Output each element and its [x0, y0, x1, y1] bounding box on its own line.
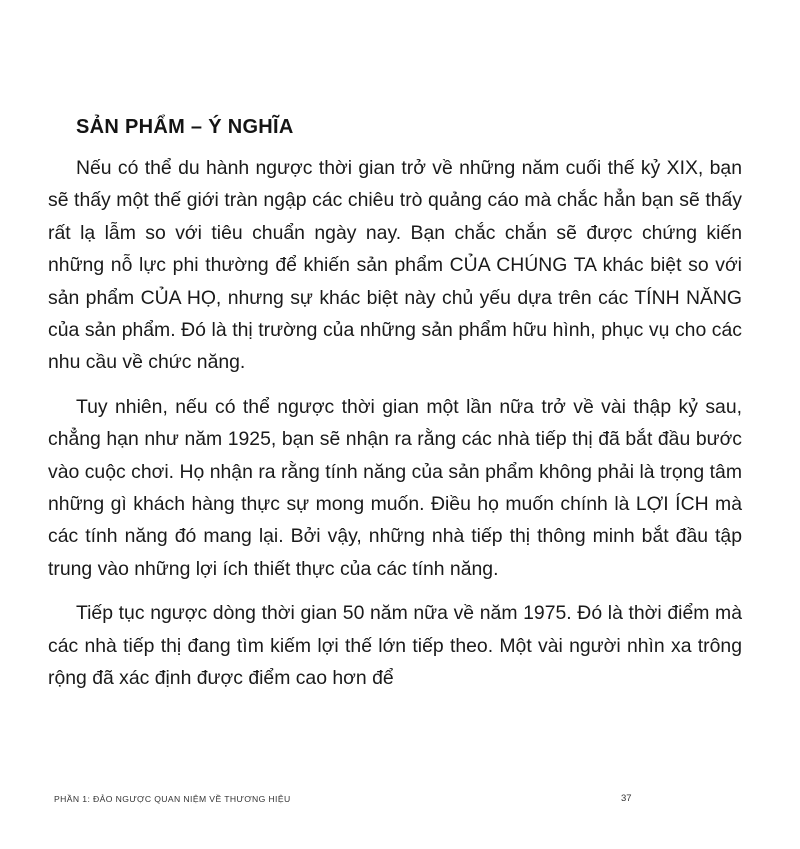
paragraph-3: Tiếp tục ngược dòng thời gian 50 năm nữa về năm 1975. Đó là thời điểm mà các nhà tiếp thị đang tìm kiếm lợi thế lớn tiếp theo. Một vài người nhìn xa trông rộng đã xác định được điểm cao hơn để — [48, 602, 742, 690]
paragraph-2: Tuy nhiên, nếu có thể ngược thời gian một lần nữa trở về vài thập kỷ sau, chẳng hạn như năm 1925, bạn sẽ nhận ra rằng các nhà tiếp thị đã bắt đầu bước vào cuộc chơi. Họ nhận ra rằng tính năng của sản phẩm không phải là trọng tâm những gì khách hàng thực sự mong muốn. Điều họ muốn chính là LỢI ÍCH mà các tính năng đó mang lại. Bởi vậy, những nhà tiếp thị thông minh bắt đầu tập trung vào những lợi ích thiết thực của các tính năng. — [48, 395, 742, 580]
body-text — [48, 152, 742, 695]
running-footer-title: PHẦN 1: ĐẢO NGƯỢC QUAN NIỆM VỀ THƯƠNG HIỆU — [54, 794, 291, 804]
paragraph-1: Nếu có thể du hành ngược thời gian trở về những năm cuối thế kỷ XIX, bạn sẽ thấy một thế giới tràn ngập các chiêu trò quảng cáo mà chắc hẳn bạn sẽ thấy rất lạ lẫm so với tiêu chuẩn ngày nay. Bạn chắc chắn sẽ được chứng kiến những nỗ lực phi thường để khiến sản phẩm CỦA CHÚNG TA khác biệt so với sản phẩm CỦA HỌ, nhưng sự khác biệt này chủ yếu dựa trên các TÍNH NĂNG của sản phẩm. Đó là thị trường của những sản phẩm hữu hình, phục vụ cho các nhu cầu về chức năng. — [48, 157, 742, 374]
section-heading: SẢN PHẨM – Ý NGHĨA — [76, 116, 294, 138]
page-number: 37 — [621, 793, 632, 804]
